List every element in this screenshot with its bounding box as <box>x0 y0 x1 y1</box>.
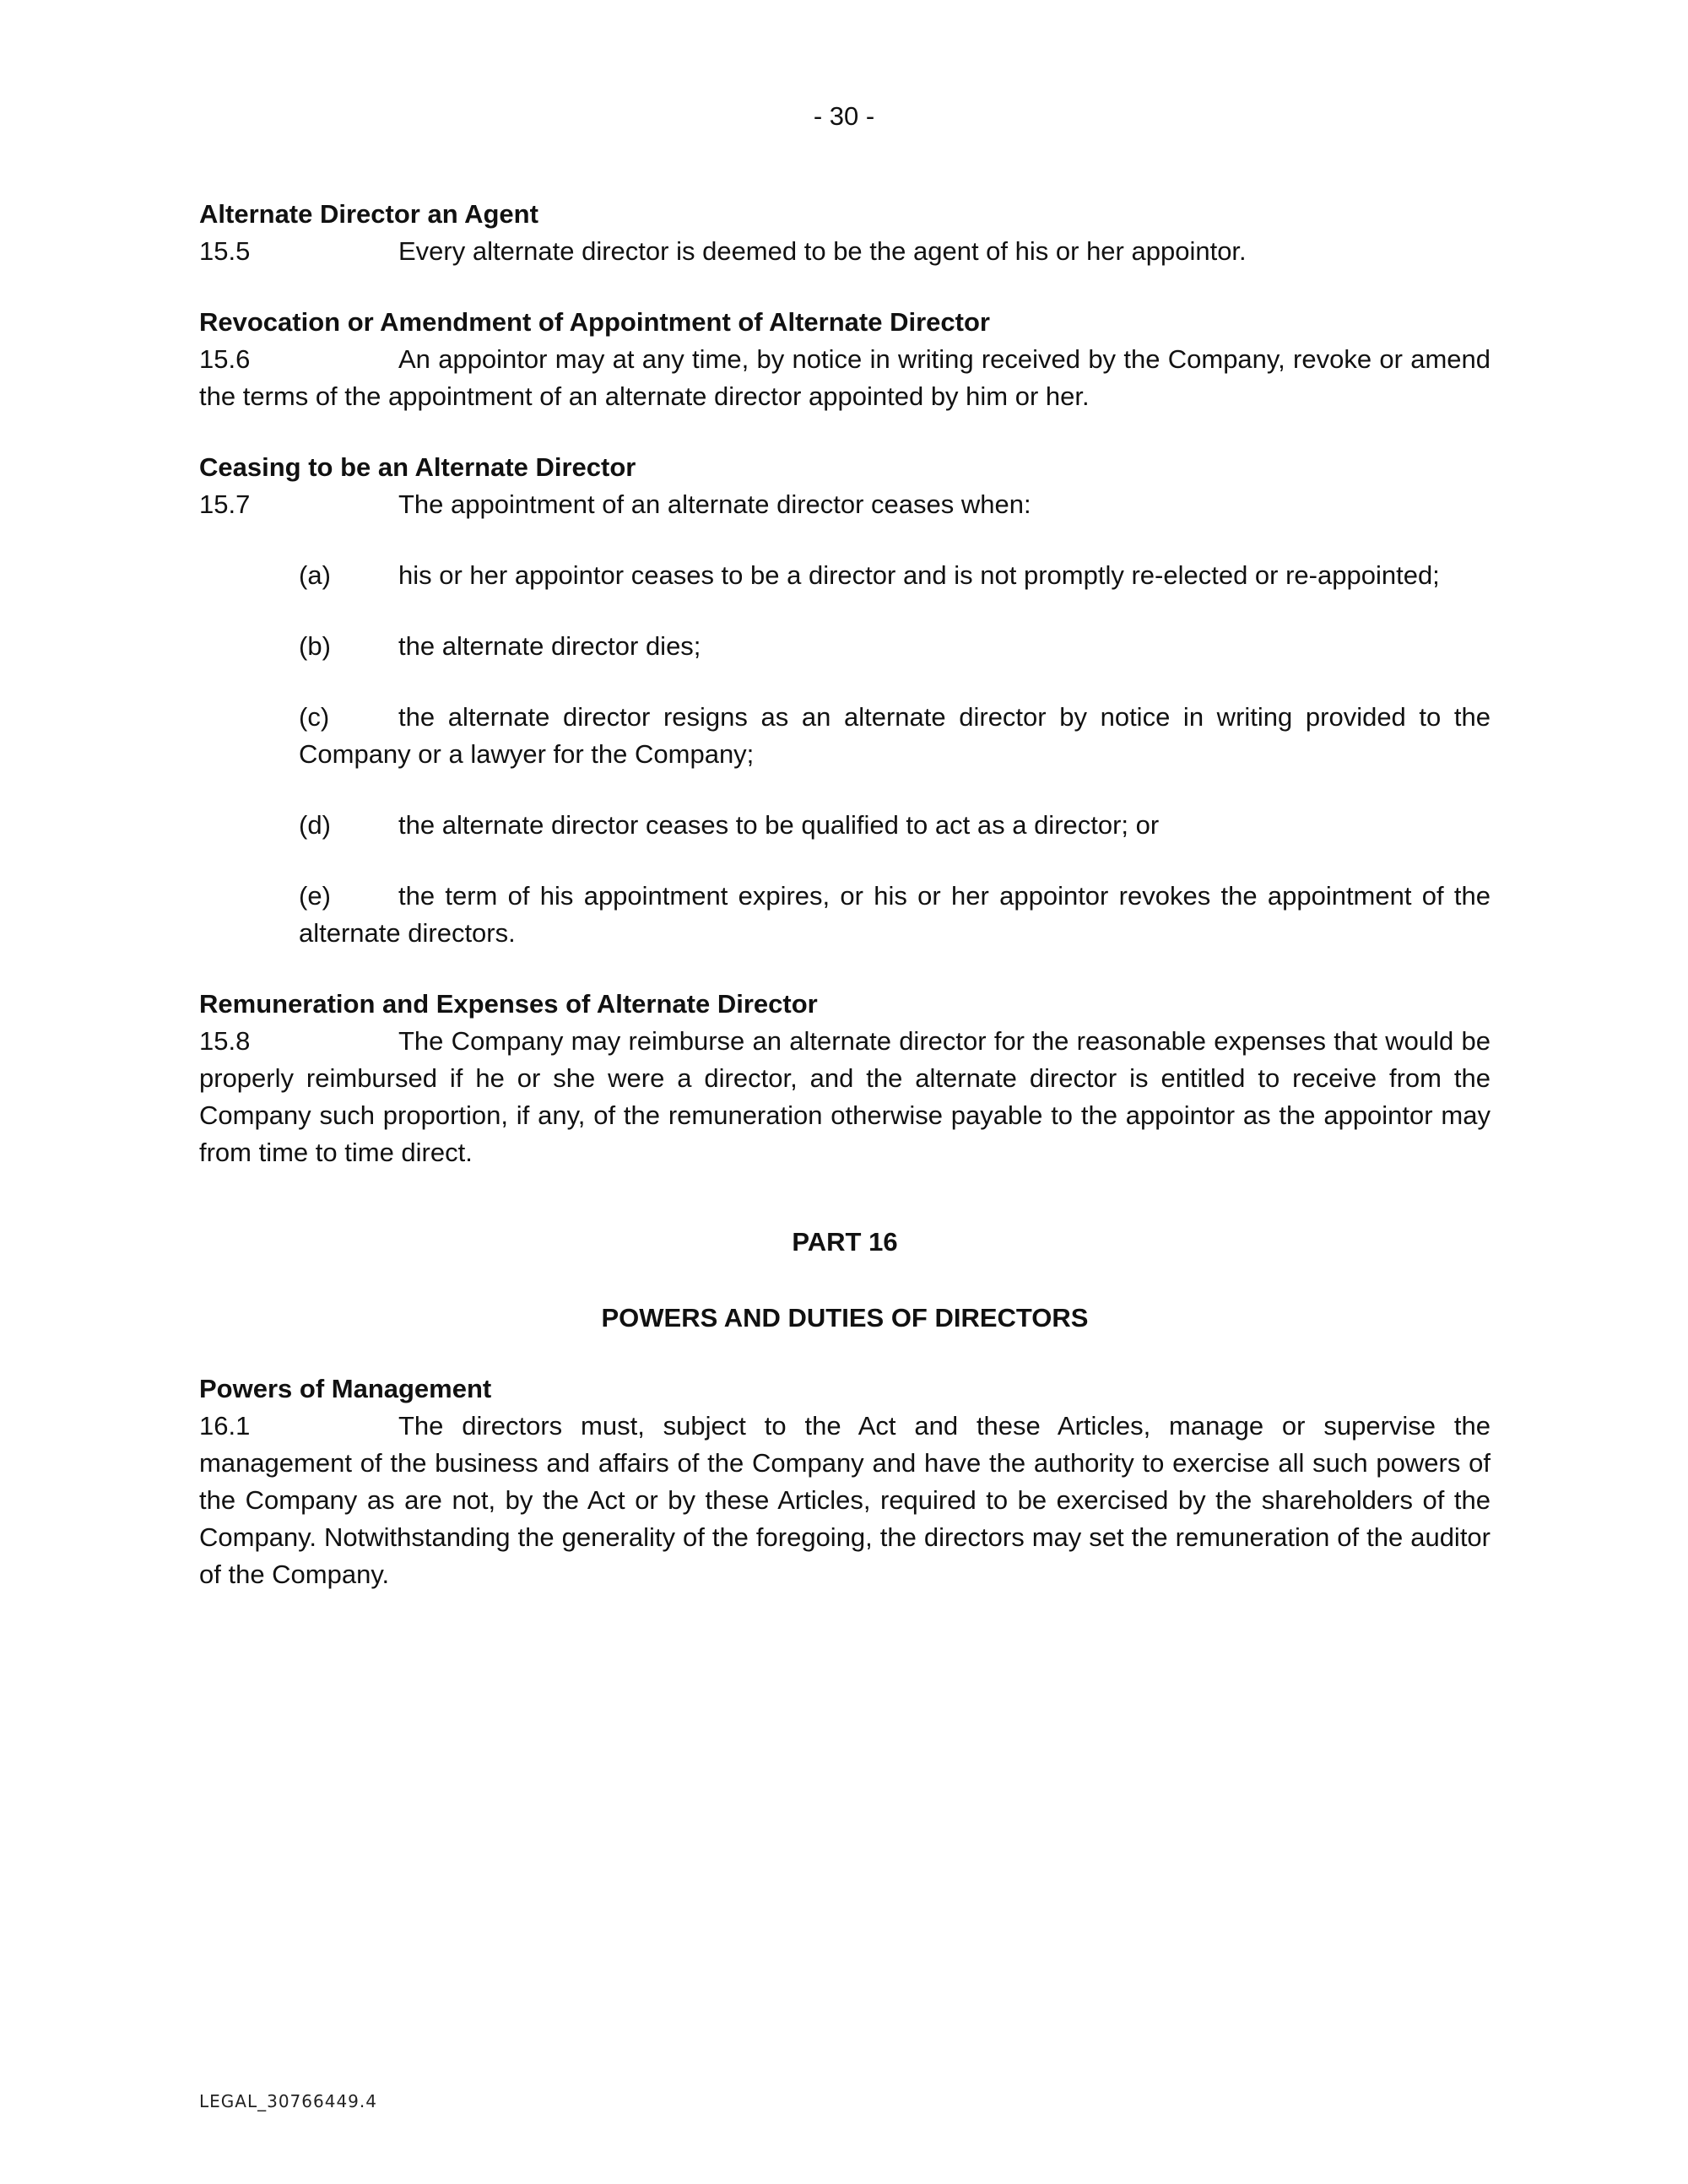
heading-revocation-amendment: Revocation or Amendment of Appointment of Alternate Director <box>199 307 990 337</box>
item-text: the term of his appointment expires, or his or her appointor revokes the appointment of the alternate directors. <box>299 881 1491 948</box>
list-item-d <box>199 807 1491 844</box>
item-label: (c) <box>299 702 330 732</box>
section-number: 15.8 <box>199 1026 251 1056</box>
section-15-7 <box>199 486 1491 523</box>
section-15-6 <box>199 341 1491 415</box>
section-15-8 <box>199 1023 1491 1171</box>
document-id-footer: LEGAL_30766449.4 <box>199 2091 377 2111</box>
section-text: Every alternate director is deemed to be the agent of his or her appointor. <box>398 236 1247 266</box>
item-label: (b) <box>299 631 331 661</box>
list-item-c <box>199 699 1491 773</box>
section-text: The appointment of an alternate director ceases when: <box>398 489 1031 519</box>
heading-ceasing-alternate-director: Ceasing to be an Alternate Director <box>199 452 636 482</box>
section-text: The Company may reimburse an alternate director for the reasonable expenses that would be properly reimbursed if he or she were a director, and the alternate director is entitled to receive from the Company such proportion, if any, of the remuneration otherwise payable to the appointor as the appointor may from time to time direct. <box>199 1026 1491 1167</box>
heading-alternate-director-agent: Alternate Director an Agent <box>199 199 538 229</box>
list-item-a <box>199 557 1491 594</box>
section-number: 15.7 <box>199 489 251 519</box>
page-content <box>199 196 1491 1593</box>
item-label: (d) <box>299 810 331 840</box>
section-15-5 <box>199 233 1491 270</box>
item-text: his or her appointor ceases to be a director and is not promptly re-elected or re-appointed; <box>398 560 1440 590</box>
section-text: The directors must, subject to the Act and these Articles, manage or supervise the management of the business and affairs of the Company and have the authority to exercise all such powers of the Company as are not, by the Act or by these Articles, required to be exercised by the shareholders of the Company. Notwithstanding the generality of the foregoing, the directors may set the remuneration of the auditor of the Company. <box>199 1411 1491 1589</box>
heading-powers-of-management: Powers of Management <box>199 1374 492 1403</box>
heading-remuneration-expenses: Remuneration and Expenses of Alternate Director <box>199 989 818 1019</box>
section-number: 16.1 <box>199 1411 251 1441</box>
item-text: the alternate director resigns as an alternate director by notice in writing provided to the Company or a lawyer for the Company; <box>299 702 1491 769</box>
part-title: PART 16 <box>792 1227 898 1257</box>
part-subtitle: POWERS AND DUTIES OF DIRECTORS <box>601 1303 1089 1333</box>
section-text: An appointor may at any time, by notice in writing received by the Company, revoke or amend the terms of the appointment of an alternate director appointed by him or her. <box>199 344 1491 411</box>
item-label: (e) <box>299 881 331 911</box>
section-number: 15.6 <box>199 344 251 374</box>
item-text: the alternate director dies; <box>398 631 701 661</box>
list-item-e <box>199 878 1491 952</box>
list-item-b <box>199 628 1491 665</box>
page-number: - 30 - <box>813 101 875 131</box>
section-16-1 <box>199 1408 1491 1593</box>
item-text: the alternate director ceases to be qualified to act as a director; or <box>398 810 1160 840</box>
section-number: 15.5 <box>199 236 251 266</box>
item-label: (a) <box>299 560 331 590</box>
